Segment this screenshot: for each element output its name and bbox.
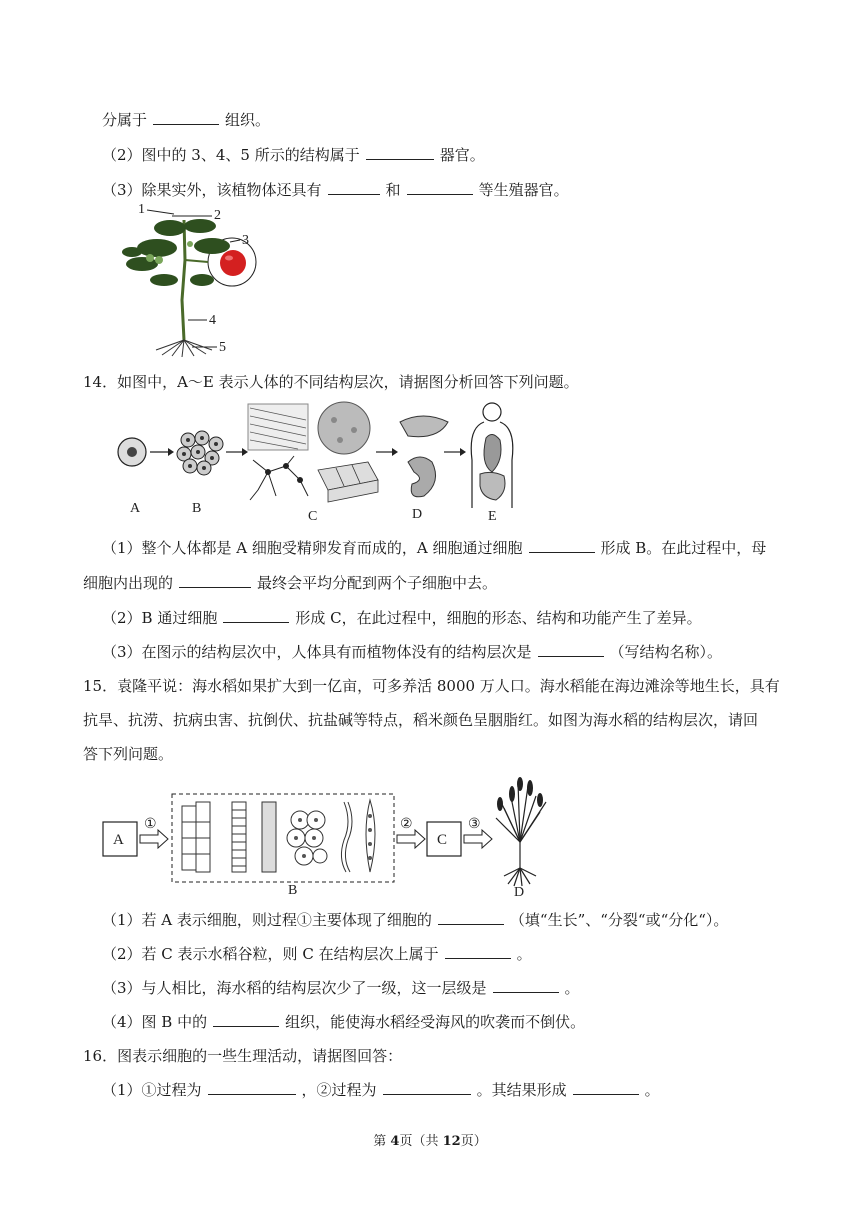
answer-blank[interactable] bbox=[573, 1080, 639, 1095]
answer-blank[interactable] bbox=[223, 608, 289, 623]
fig-label: D bbox=[514, 885, 525, 898]
fig-label: C bbox=[308, 509, 318, 524]
q15-part2: （2）若 C 表示水稻谷粒，则 C 在结构层次上属于 。 bbox=[102, 945, 532, 963]
q14-part3: （3）在图示的结构层次中，人体具有而植物体没有的结构层次是 （写结构名称）。 bbox=[102, 643, 723, 661]
human-structure-levels-figure bbox=[108, 400, 538, 528]
q15-part3: （3）与人相比，海水稻的结构层次少了一级，这一层级是 。 bbox=[102, 979, 580, 997]
q13-line3: （3）除果实外，该植物体还具有 和 等生殖器官。 bbox=[102, 181, 569, 199]
fig-label: 4 bbox=[209, 313, 216, 328]
fig-label: ② bbox=[400, 817, 413, 832]
answer-blank[interactable] bbox=[213, 1012, 279, 1027]
answer-blank[interactable] bbox=[328, 180, 380, 195]
fig-label: A bbox=[130, 501, 141, 516]
page-footer: 第 4页（共 12页） bbox=[373, 1134, 487, 1149]
answer-blank[interactable] bbox=[179, 573, 251, 588]
answer-blank[interactable] bbox=[438, 910, 504, 925]
answer-blank[interactable] bbox=[208, 1080, 296, 1095]
q15-part4: （4）图 B 中的 组织，能使海水稻经受海风的吹袭而不倒伏。 bbox=[102, 1013, 586, 1031]
fig-label: ① bbox=[144, 817, 157, 832]
q15-stem-3: 答下列问题。 bbox=[83, 745, 174, 763]
total-pages: 12 bbox=[442, 1134, 461, 1149]
answer-blank[interactable] bbox=[538, 642, 604, 657]
fig-label: E bbox=[488, 509, 497, 524]
q14-part1: （1）整个人体都是 A 细胞受精卵发育而成的，A 细胞通过细胞 形成 B。在此过程中，母 bbox=[102, 539, 767, 557]
sea-rice-structure-figure bbox=[100, 772, 560, 898]
answer-blank[interactable] bbox=[366, 145, 434, 160]
q15-stem-1: 15．袁隆平说：海水稻如果扩大到一亿亩，可多养活 8000 万人口。海水稻能在海边滩涂等地生长，具有 bbox=[83, 677, 780, 695]
fig-label: C bbox=[437, 832, 448, 848]
answer-blank[interactable] bbox=[493, 978, 559, 993]
q13-line2: （2）图中的 3、4、5 所示的结构属于 器官。 bbox=[102, 146, 485, 164]
page-number: 4 bbox=[390, 1134, 400, 1149]
fig-label: 5 bbox=[219, 340, 226, 355]
tomato-plant-figure bbox=[112, 200, 262, 358]
fig-label: 3 bbox=[242, 233, 249, 248]
answer-blank[interactable] bbox=[445, 944, 511, 959]
fig-label: D bbox=[412, 507, 423, 522]
q13-line1: 分属于 组织。 bbox=[102, 111, 271, 129]
fig-label: ③ bbox=[468, 817, 481, 832]
q14-part1b: 细胞内出现的 最终会平均分配到两个子细胞中去。 bbox=[83, 574, 498, 592]
fig-label: B bbox=[288, 883, 298, 898]
fig-label: 2 bbox=[214, 208, 221, 223]
q15-part1: （1）若 A 表示细胞，则过程①主要体现了细胞的 （填“生长”、“分裂“或“分化“）。 bbox=[102, 911, 729, 929]
fig-label: A bbox=[113, 832, 124, 848]
answer-blank[interactable] bbox=[529, 538, 595, 553]
answer-blank[interactable] bbox=[153, 110, 219, 125]
q14-part2: （2）B 通过细胞 形成 C，在此过程中，细胞的形态、结构和功能产生了差异。 bbox=[102, 609, 702, 627]
q14-stem: 14．如图中，A～E 表示人体的不同结构层次，请据图分析回答下列问题。 bbox=[83, 373, 579, 391]
answer-blank[interactable] bbox=[383, 1080, 471, 1095]
q16-stem: 16．图表示细胞的一些生理活动，请据图回答： bbox=[83, 1047, 403, 1065]
fig-label: 1 bbox=[138, 202, 145, 217]
fig-label: B bbox=[192, 501, 202, 516]
q16-part1: （1）①过程为 ，②过程为 。其结果形成 。 bbox=[102, 1081, 660, 1099]
answer-blank[interactable] bbox=[407, 180, 473, 195]
q15-stem-2: 抗旱、抗涝、抗病虫害、抗倒伏、抗盐碱等特点，稻米颜色呈胭脂红。如图为海水稻的结构层次，请回 bbox=[83, 711, 759, 729]
